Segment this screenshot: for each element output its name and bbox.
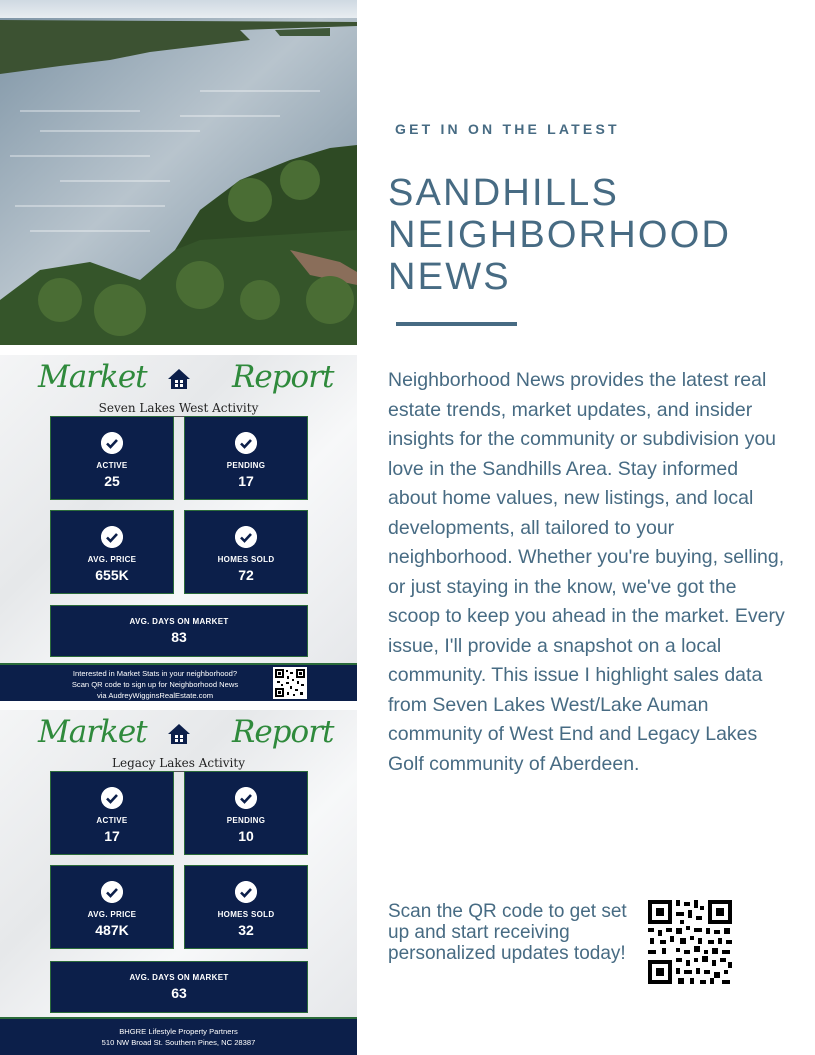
report-script-right: Report xyxy=(232,359,334,395)
intro-paragraph: Neighborhood News provides the latest real estate trends, market updates, and insider insights for the community or subdivision you love in the Sandhills Area. Stay informed about home values, new listings, and local developments, all tailored to your neighborhood. Whether you're buying, selling, or just staying in the know, we've got the scoop to keep you ahead in the market. Every issue, I'll provide a snapshot on a local community. This issue I highlight sales data from Seven Lakes West/Lake Auman community of West End and Legacy Lakes Golf community of Aberdeen. xyxy=(388,369,785,775)
report-script-right: Report xyxy=(232,714,334,750)
qr-call-to-action: Scan the QR code to get set up and start receiving personalized updates today! xyxy=(388,901,627,964)
stat-label: AVG. PRICE xyxy=(87,555,137,564)
stat-label: PENDING xyxy=(226,816,266,825)
check-icon xyxy=(235,526,257,548)
check-icon xyxy=(101,881,123,903)
check-icon xyxy=(235,432,257,454)
brokerage-footer xyxy=(0,1017,357,1055)
eyebrow-text: GET IN ON THE LATEST xyxy=(395,121,620,137)
footer-line: 510 NW Broad St. Southern Pines, NC 28387 xyxy=(101,1038,256,1047)
stat-homes-sold xyxy=(184,865,308,949)
stat-label: AVG. DAYS ON MARKET xyxy=(129,617,229,626)
report-script-left: Market xyxy=(38,714,147,750)
footer-line: Interested in Market Stats in your neighborhood? xyxy=(72,669,238,678)
stat-value: 487K xyxy=(95,922,129,938)
stat-homes-sold xyxy=(184,510,308,594)
report-header xyxy=(0,710,357,758)
stat-label: HOMES SOLD xyxy=(217,555,275,564)
stat-active xyxy=(50,771,174,855)
check-icon xyxy=(101,432,123,454)
footer-line: via AudreyWigginsRealEstate.com xyxy=(96,691,214,700)
check-icon xyxy=(101,787,123,809)
title-line: NEIGHBORHOOD xyxy=(388,214,732,256)
stat-value: 25 xyxy=(104,473,120,489)
stat-value: 655K xyxy=(95,567,129,583)
stat-value: 10 xyxy=(238,828,254,844)
check-icon xyxy=(235,881,257,903)
report-script-left: Market xyxy=(38,359,147,395)
stat-avg-price xyxy=(50,865,174,949)
stat-value: 72 xyxy=(238,567,254,583)
footer-line: BHGRE Lifestyle Property Partners xyxy=(119,1027,238,1036)
qr-code-icon[interactable] xyxy=(273,667,307,699)
stat-pending xyxy=(184,416,308,500)
signup-qr-code-icon[interactable] xyxy=(646,898,734,986)
stat-avg-price xyxy=(50,510,174,594)
stat-value: 17 xyxy=(238,473,254,489)
stat-label: ACTIVE xyxy=(96,816,128,825)
footer-line: Scan QR code to sign up for Neighborhood News xyxy=(71,680,239,689)
check-icon xyxy=(235,787,257,809)
stat-label: ACTIVE xyxy=(96,461,128,470)
aerial-lake-photo xyxy=(0,0,357,345)
page-title xyxy=(388,172,788,298)
title-divider xyxy=(396,322,517,326)
house-icon xyxy=(167,722,191,746)
report-subtitle: Legacy Lakes Activity xyxy=(0,756,357,772)
house-icon xyxy=(167,367,191,391)
stat-days-on-market xyxy=(50,961,308,1013)
report-subtitle: Seven Lakes West Activity xyxy=(0,401,357,417)
stat-label: HOMES SOLD xyxy=(217,910,275,919)
stat-days-on-market xyxy=(50,605,308,657)
stat-label: AVG. PRICE xyxy=(87,910,137,919)
stat-value: 63 xyxy=(171,985,187,1001)
stat-value: 83 xyxy=(171,629,187,645)
stat-pending xyxy=(184,771,308,855)
stat-value: 17 xyxy=(104,828,120,844)
report-header xyxy=(0,355,357,403)
title-line: NEWS xyxy=(388,256,511,298)
market-report-seven-lakes xyxy=(0,355,357,701)
stat-label: AVG. DAYS ON MARKET xyxy=(129,973,229,982)
stat-label: PENDING xyxy=(226,461,266,470)
stat-active xyxy=(50,416,174,500)
report-footer xyxy=(0,663,357,701)
check-icon xyxy=(101,526,123,548)
stat-value: 32 xyxy=(238,922,254,938)
market-report-legacy-lakes xyxy=(0,710,357,1055)
title-line: SANDHILLS xyxy=(388,172,619,214)
